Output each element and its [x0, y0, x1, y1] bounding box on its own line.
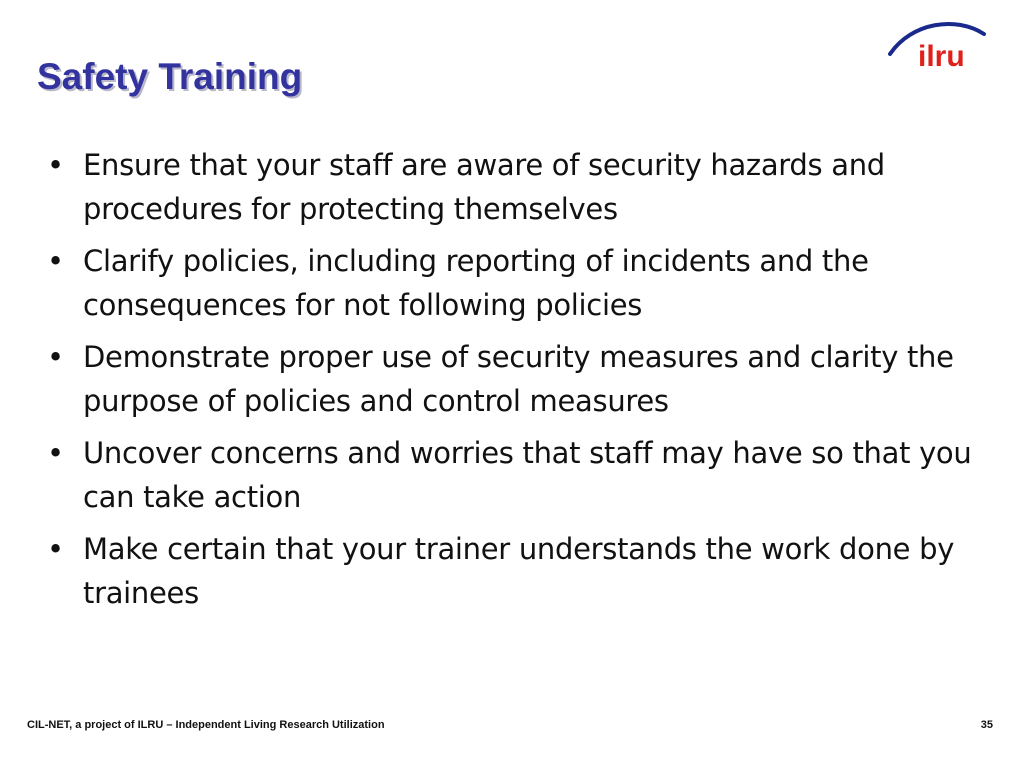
bullet-dot: •	[47, 532, 64, 566]
bullet-text: Make certain that your trainer understands the work done by trainees	[83, 532, 955, 610]
bullet-text: Uncover concerns and worries that staff may have so that you can take action	[83, 436, 972, 514]
bullet-text: Ensure that your staff are aware of security hazards and procedures for protecting themselves	[83, 148, 885, 226]
slide-title: Safety Training	[37, 56, 303, 97]
ilru-logo-icon	[884, 14, 994, 76]
bullet-text: Clarify policies, including reporting of incidents and the consequences for not following policies	[83, 244, 869, 322]
page-number: 35	[980, 719, 993, 731]
footer-credit: CIL-NET, a project of ILRU – Independent Living Research Utilization	[27, 719, 385, 731]
list-item	[44, 335, 994, 423]
bullet-text: Demonstrate proper use of security measures and clarity the purpose of policies and control measures	[83, 340, 954, 418]
bullet-dot: •	[47, 244, 64, 278]
list-item	[44, 527, 994, 615]
bullet-list	[44, 143, 994, 623]
list-item	[44, 431, 994, 519]
list-item	[44, 239, 994, 327]
bullet-dot: •	[47, 436, 64, 470]
bullet-dot: •	[47, 148, 64, 182]
logo-text: ilru	[918, 40, 965, 73]
bullet-dot: •	[47, 340, 64, 374]
list-item	[44, 143, 994, 231]
